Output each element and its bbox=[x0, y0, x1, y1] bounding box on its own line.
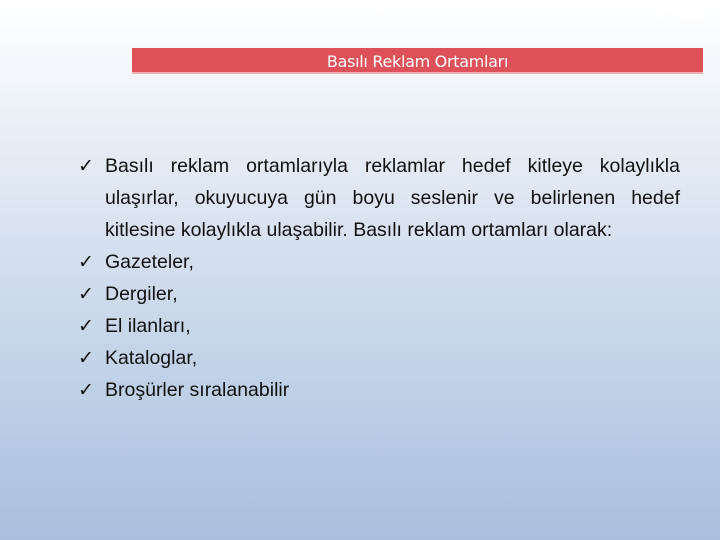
checkmark-icon: ✓ bbox=[78, 347, 94, 369]
slide-title: Basılı Reklam Ortamları bbox=[326, 52, 509, 71]
checkmark-icon: ✓ bbox=[78, 251, 94, 273]
bullet-item bbox=[78, 374, 680, 406]
checkmark-icon: ✓ bbox=[78, 315, 94, 337]
checkmark-icon: ✓ bbox=[78, 283, 94, 305]
bullet-item bbox=[78, 246, 680, 278]
bullet-text: Basılı reklam ortamlarıyla reklamlar hedef kitleye kolaylıkla ulaşırlar, okuyucuya gün boyu seslenir ve belirlenen hedef kitlesine kolaylıkla ulaşabilir. Basılı reklam ortamları olarak: bbox=[105, 155, 680, 241]
week-label: 7. Hafta bbox=[659, 6, 702, 20]
checkmark-icon: ✓ bbox=[78, 379, 94, 401]
bullet-text: Gazeteler, bbox=[105, 251, 194, 273]
bullet-text: Kataloglar, bbox=[105, 347, 198, 369]
bullet-list bbox=[78, 150, 680, 406]
bullet-text: Dergiler, bbox=[105, 283, 178, 305]
checkmark-icon: ✓ bbox=[78, 155, 94, 177]
bullet-item bbox=[78, 342, 680, 374]
bullet-item bbox=[78, 310, 680, 342]
title-bar bbox=[132, 48, 703, 74]
bullet-text: El ilanları, bbox=[105, 315, 191, 337]
bullet-item bbox=[78, 150, 680, 246]
bullet-text: Broşürler sıralanabilir bbox=[105, 379, 290, 401]
bullet-item bbox=[78, 278, 680, 310]
